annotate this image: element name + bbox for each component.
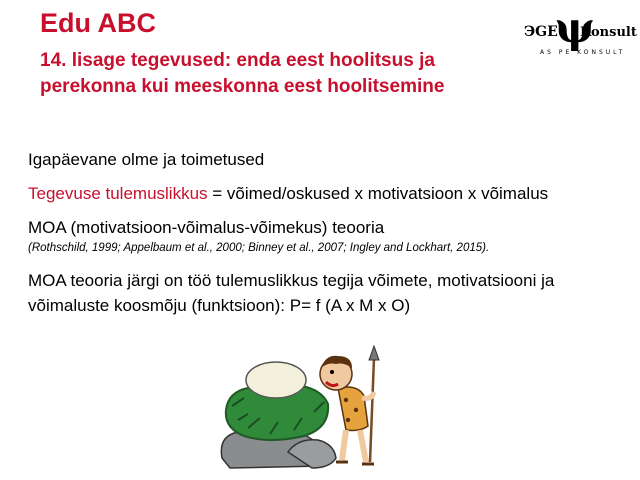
text-line-1: Igapäevane olme ja toimetused [28,150,265,169]
slide-title: Edu ABC [40,8,156,38]
company-logo [522,3,637,60]
text-line-4: MOA teooria järgi on töö tulemuslikkus tegija võimete, motivatsiooni ja võimaluste koosmõju (funktsioon): P= f (A x M x O) [28,271,555,315]
citation-line: (Rothschild, 1999; Appelbaum et al., 2000; Binney et al., 2007; Ingley and Lockhart, 2015). [28,242,490,254]
logo-right-text: Konsult [580,25,637,40]
slide-subtitle: 14. lisage tegevused: enda eest hoolitsus ja perekonna kui meeskonna eest hoolitsemine [40,50,445,97]
formula-text: = võimed/oskused x motivatsioon x võimalus [207,184,549,203]
logo-psi-glyph: ψ [555,3,595,52]
highlight-term: Tegevuse tulemuslikkus [28,184,208,203]
text-line-2 [28,184,628,204]
logo-tagline: AS PE KONSULT [540,49,626,56]
text-line-3: MOA (motivatsioon-võimalus-võimekus) teooria [28,218,385,237]
caveman-illustration [218,340,388,475]
logo-left-text: ЭGE [524,24,558,40]
